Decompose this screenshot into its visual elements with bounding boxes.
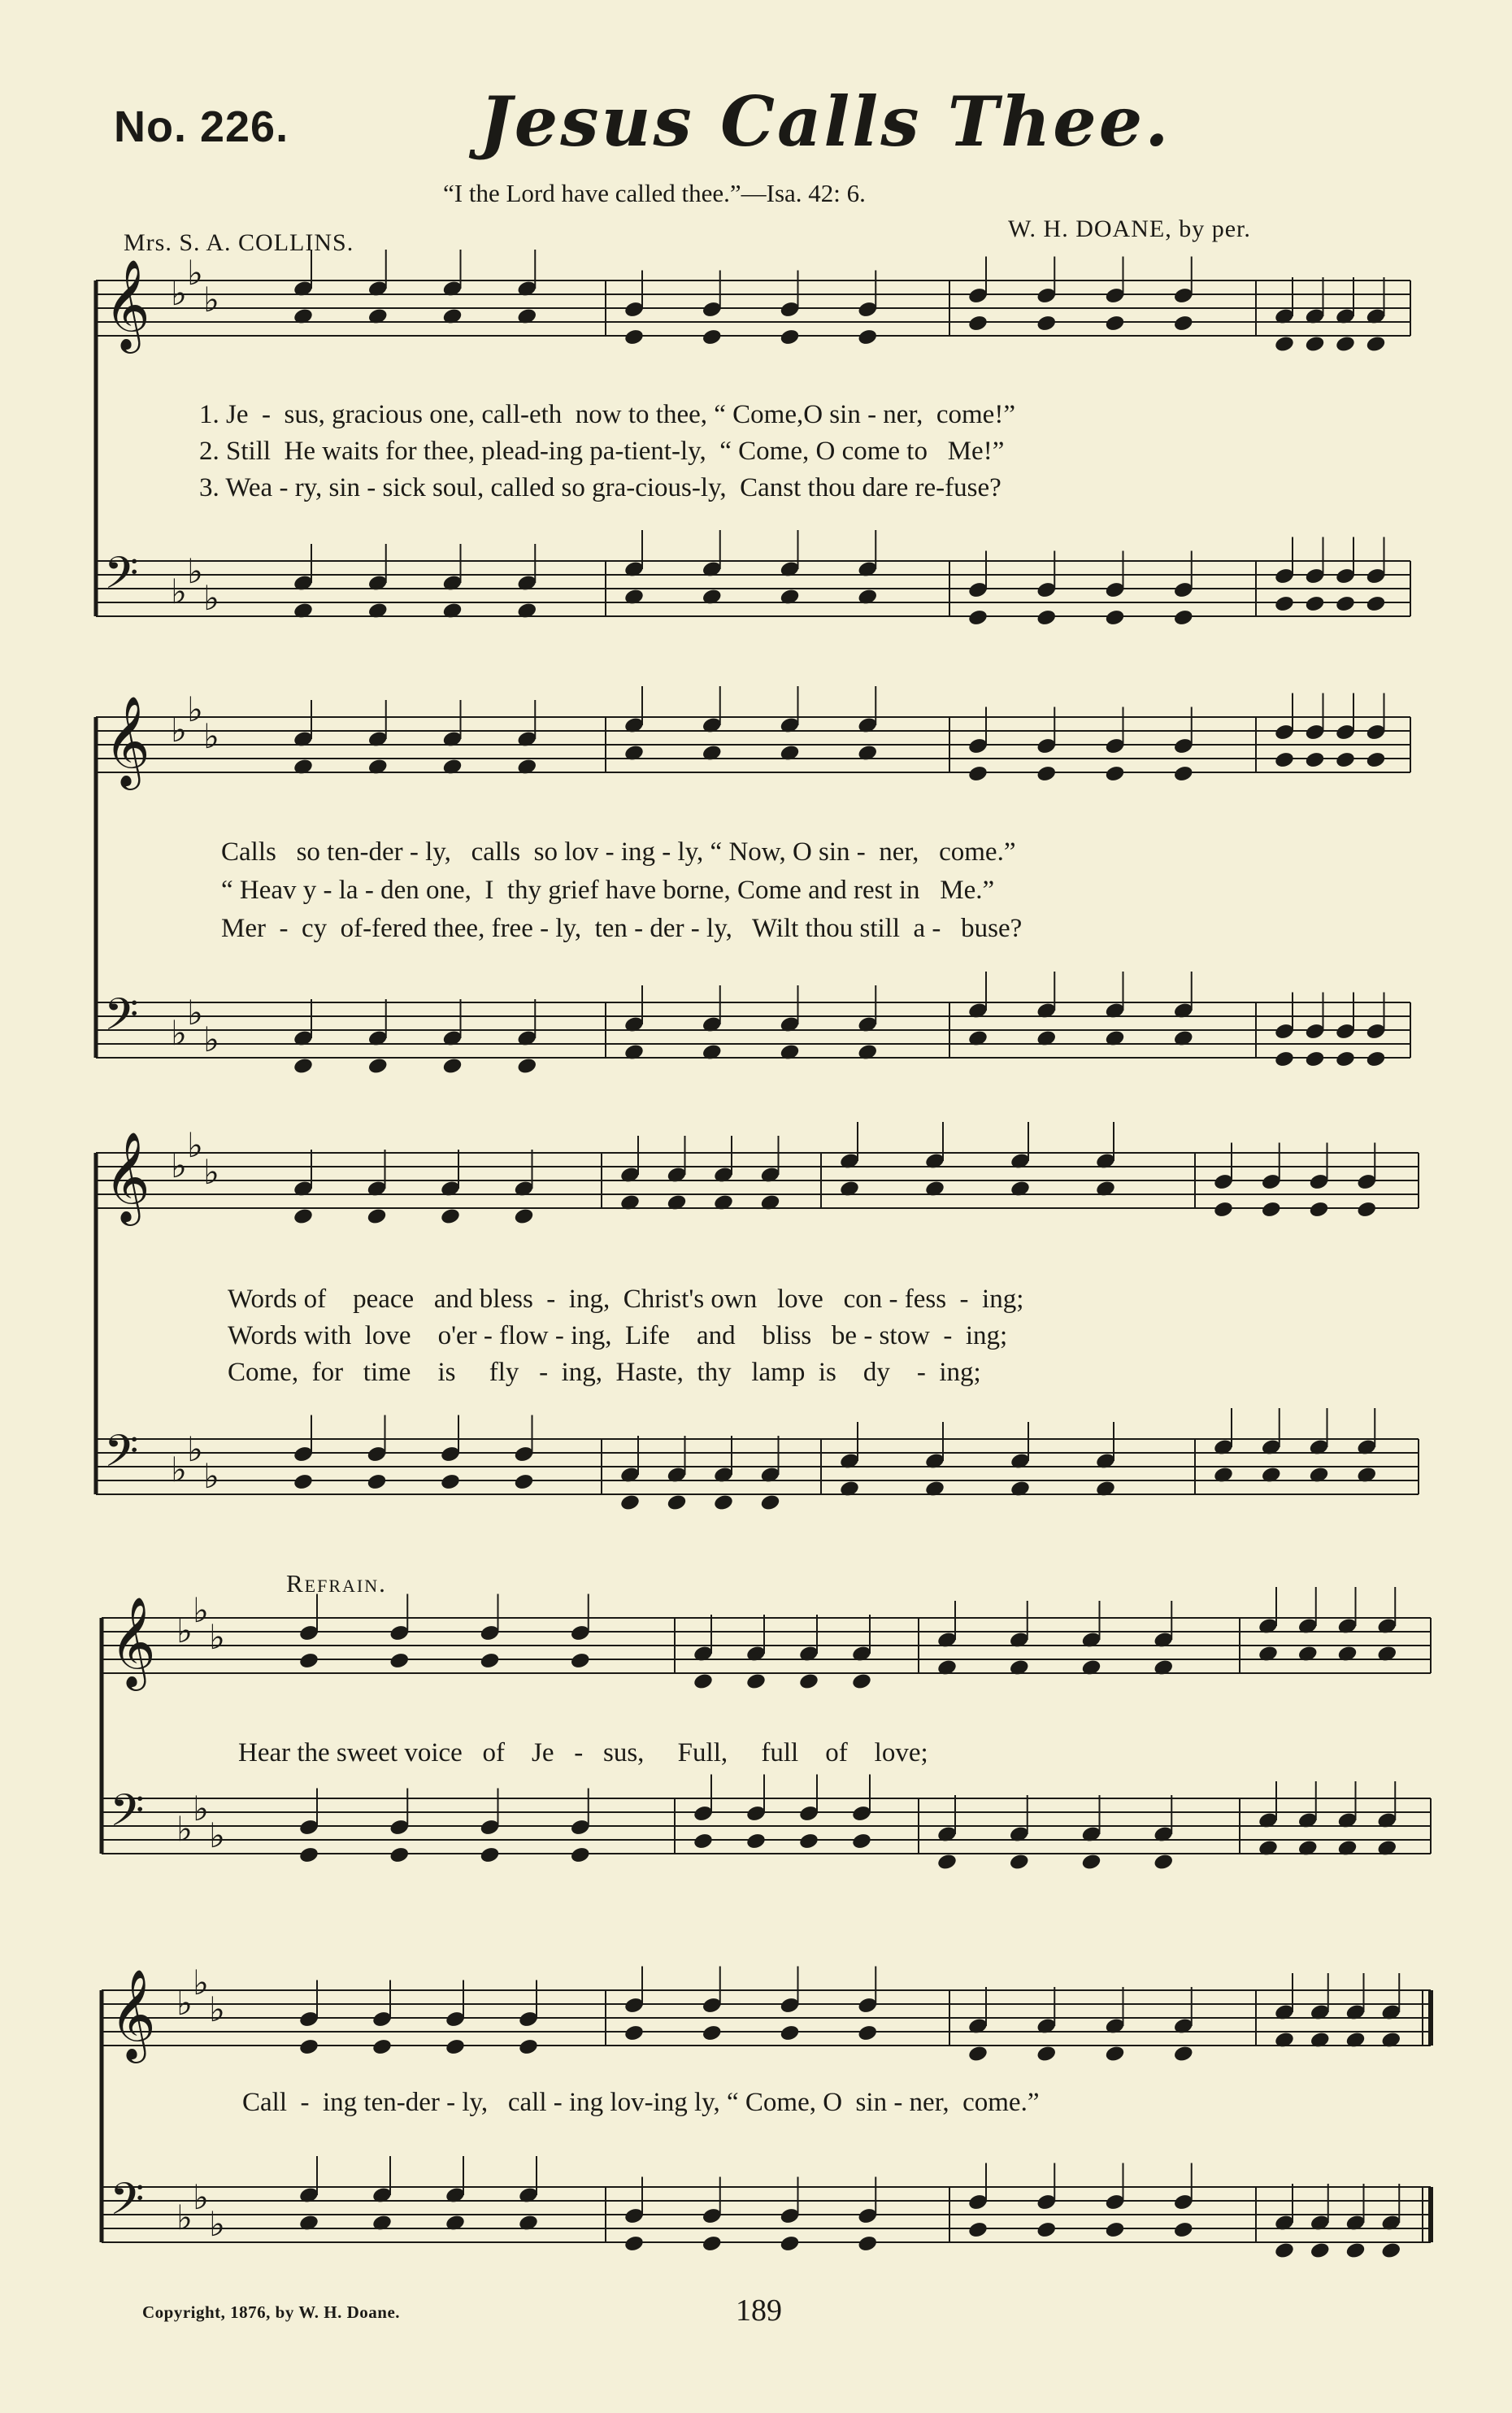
notehead: [479, 1651, 500, 1670]
treble-clef-icon: 𝄞: [104, 695, 150, 786]
hymn-number: No. 226.: [114, 102, 289, 151]
notehead: [1173, 2220, 1194, 2239]
flat-sign-icon: ♭: [176, 1611, 193, 1650]
notehead: [293, 1207, 314, 1226]
flat-sign-icon: ♭: [193, 1963, 209, 2002]
notehead: [1104, 608, 1125, 627]
notehead: [1173, 608, 1194, 627]
notehead: [779, 2024, 800, 2042]
flat-sign-icon: ♭: [187, 253, 203, 293]
treble-clef-icon: 𝄞: [104, 1131, 150, 1222]
notehead: [1335, 594, 1356, 613]
notehead: [479, 1846, 500, 1864]
notehead: [1308, 1200, 1329, 1219]
notehead: [967, 2045, 988, 2063]
bass-clef-icon: 𝄢: [104, 1425, 139, 1488]
notehead: [1036, 608, 1057, 627]
notehead: [298, 2037, 319, 2056]
notehead: [570, 1846, 591, 1864]
notehead: [1304, 335, 1325, 354]
notehead: [693, 1832, 714, 1850]
notehead: [857, 328, 878, 346]
flat-sign-icon: ♭: [187, 1429, 203, 1469]
flat-sign-icon: ♭: [187, 551, 203, 591]
notehead: [1036, 764, 1057, 783]
flat-sign-icon: ♭: [203, 1020, 219, 1059]
notehead: [1173, 764, 1194, 783]
flat-sign-icon: ♭: [171, 710, 187, 750]
notehead: [1365, 750, 1386, 769]
notehead: [1356, 1200, 1377, 1219]
treble-clef-icon: 𝄞: [110, 1596, 156, 1687]
bass-clef-icon: 𝄢: [110, 2173, 145, 2236]
refrain-label: Refrain.: [286, 1569, 387, 1598]
notehead: [513, 1207, 534, 1226]
flat-sign-icon: ♭: [176, 1809, 193, 1849]
notehead: [857, 2024, 878, 2042]
flat-sign-icon: ♭: [171, 1146, 187, 1185]
notehead: [1310, 2241, 1331, 2260]
notehead: [1274, 594, 1295, 613]
notehead: [967, 314, 988, 333]
notehead: [441, 1057, 463, 1076]
notehead: [759, 1493, 780, 1512]
notehead: [967, 608, 988, 627]
notehead: [967, 2220, 988, 2239]
bass-clef-icon: 𝄢: [110, 1785, 145, 1847]
notehead: [445, 2037, 466, 2056]
notehead: [623, 2234, 645, 2253]
notehead: [389, 1651, 410, 1670]
notehead: [513, 1472, 534, 1491]
notehead: [298, 1846, 319, 1864]
flat-sign-icon: ♭: [193, 1789, 209, 1828]
lyric-line: Words with love o'er - flow - ing, Life and bliss be - stow - ing;: [228, 1321, 1008, 1350]
notehead: [1380, 2241, 1401, 2260]
lyric-line: Words of peace and bless - ing, Christ's own love con - fess - ing;: [228, 1285, 1024, 1314]
notehead: [623, 2024, 645, 2042]
lyric-line: 1. Je - sus, gracious one, call-eth now to thee, “ Come,O sin - ner, come!”: [199, 400, 1015, 429]
notehead: [1173, 314, 1194, 333]
notehead: [967, 764, 988, 783]
lyricist-credit: Mrs. S. A. COLLINS.: [124, 229, 354, 256]
flat-sign-icon: ♭: [171, 572, 187, 611]
notehead: [779, 328, 800, 346]
notehead: [1365, 335, 1386, 354]
notehead: [1345, 2241, 1366, 2260]
notehead: [1261, 1200, 1282, 1219]
notehead: [440, 1207, 461, 1226]
notehead: [1274, 1050, 1295, 1068]
lyric-line: Mer - cy of-fered thee, free - ly, ten - der - ly, Wilt thou still a - buse?: [221, 914, 1023, 943]
notehead: [936, 1853, 958, 1872]
notehead: [1213, 1200, 1234, 1219]
notehead: [666, 1493, 687, 1512]
notehead: [1304, 594, 1325, 613]
notehead: [745, 1832, 767, 1850]
notehead: [1274, 2241, 1295, 2260]
notehead: [389, 1846, 410, 1864]
notehead: [1104, 314, 1125, 333]
lyric-line: “ Heav y - la - den one, I thy grief have borne, Come and rest in Me.”: [221, 876, 995, 905]
notehead: [367, 1057, 389, 1076]
notehead: [1335, 1050, 1356, 1068]
lyric-line: 2. Still He waits for thee, plead-ing pa-tient-ly, “ Come, O come to Me!”: [199, 437, 1005, 466]
notehead: [1335, 335, 1356, 354]
lyric-line: Calls so ten-der - ly, calls so lov - ing - ly, “ Now, O sin - ner, come.”: [221, 837, 1016, 867]
page-number: 189: [736, 2293, 782, 2328]
notehead: [1335, 750, 1356, 769]
notehead: [1153, 1853, 1174, 1872]
notehead: [779, 2234, 800, 2253]
notehead: [851, 1832, 872, 1850]
flat-sign-icon: ♭: [187, 689, 203, 729]
notehead: [851, 1672, 872, 1691]
notehead: [857, 2234, 878, 2253]
notehead: [702, 328, 723, 346]
flat-sign-icon: ♭: [171, 273, 187, 313]
notehead: [798, 1832, 819, 1850]
notehead: [1365, 594, 1386, 613]
notehead: [1304, 1050, 1325, 1068]
flat-sign-icon: ♭: [203, 1456, 219, 1496]
notehead: [619, 1493, 641, 1512]
notehead: [371, 2037, 393, 2056]
notehead: [702, 2024, 723, 2042]
notehead: [1173, 2045, 1194, 2063]
notehead: [518, 2037, 539, 2056]
notehead: [1036, 2045, 1057, 2063]
flat-sign-icon: ♭: [176, 2198, 193, 2237]
notehead: [1080, 1853, 1101, 1872]
notehead: [1036, 2220, 1057, 2239]
notehead: [745, 1672, 767, 1691]
scripture-epigraph: “I the Lord have called thee.”—Isa. 42: 6.: [443, 179, 866, 207]
notehead: [1036, 314, 1057, 333]
notehead: [713, 1493, 734, 1512]
bass-clef-icon: 𝄢: [104, 989, 139, 1051]
flat-sign-icon: ♭: [171, 1013, 187, 1053]
flat-sign-icon: ♭: [171, 1450, 187, 1489]
flat-sign-icon: ♭: [176, 1983, 193, 2023]
treble-clef-icon: 𝄞: [104, 259, 150, 350]
notehead: [293, 1472, 314, 1491]
notehead: [693, 1672, 714, 1691]
notehead: [1104, 2220, 1125, 2239]
notehead: [1304, 750, 1325, 769]
notehead: [366, 1207, 387, 1226]
copyright-notice: Copyright, 1876, by W. H. Doane.: [142, 2302, 401, 2322]
treble-clef-icon: 𝄞: [110, 1968, 156, 2059]
flat-sign-icon: ♭: [209, 1617, 225, 1657]
flat-sign-icon: ♭: [203, 716, 219, 756]
flat-sign-icon: ♭: [203, 1152, 219, 1192]
flat-sign-icon: ♭: [193, 1590, 209, 1630]
notehead: [366, 1472, 387, 1491]
notehead: [1274, 335, 1295, 354]
flat-sign-icon: ♭: [203, 578, 219, 618]
notehead: [298, 1651, 319, 1670]
composer-credit: W. H. DOANE, by per.: [1008, 215, 1251, 242]
notehead: [623, 328, 645, 346]
notehead: [1009, 1853, 1030, 1872]
flat-sign-icon: ♭: [203, 280, 219, 320]
notehead: [1274, 750, 1295, 769]
lyric-line: 3. Wea - ry, sin - sick soul, called so gra-cious-ly, Canst thou dare re-fuse?: [199, 473, 1001, 502]
notehead: [702, 2234, 723, 2253]
flat-sign-icon: ♭: [209, 1815, 225, 1855]
lyric-line: Hear the sweet voice of Je - sus, Full, full of love;: [238, 1738, 928, 1767]
notehead: [1104, 2045, 1125, 2063]
flat-sign-icon: ♭: [193, 2177, 209, 2217]
hymn-title: Jesus Calls Thee.: [480, 81, 1171, 162]
flat-sign-icon: ♭: [187, 993, 203, 1033]
flat-sign-icon: ♭: [209, 2204, 225, 2244]
notehead: [1365, 1050, 1386, 1068]
notehead: [798, 1672, 819, 1691]
lyric-line: Come, for time is fly - ing, Haste, thy lamp is dy - ing;: [228, 1358, 981, 1387]
notehead: [570, 1651, 591, 1670]
bass-clef-icon: 𝄢: [104, 547, 139, 610]
notehead: [293, 1057, 314, 1076]
flat-sign-icon: ♭: [187, 1125, 203, 1165]
flat-sign-icon: ♭: [209, 1989, 225, 2029]
lyric-line: Call - ing ten-der - ly, call - ing lov-ing ly, “ Come, O sin - ner, come.”: [242, 2088, 1040, 2117]
notehead: [440, 1472, 461, 1491]
notehead: [1104, 764, 1125, 783]
notehead: [516, 1057, 537, 1076]
